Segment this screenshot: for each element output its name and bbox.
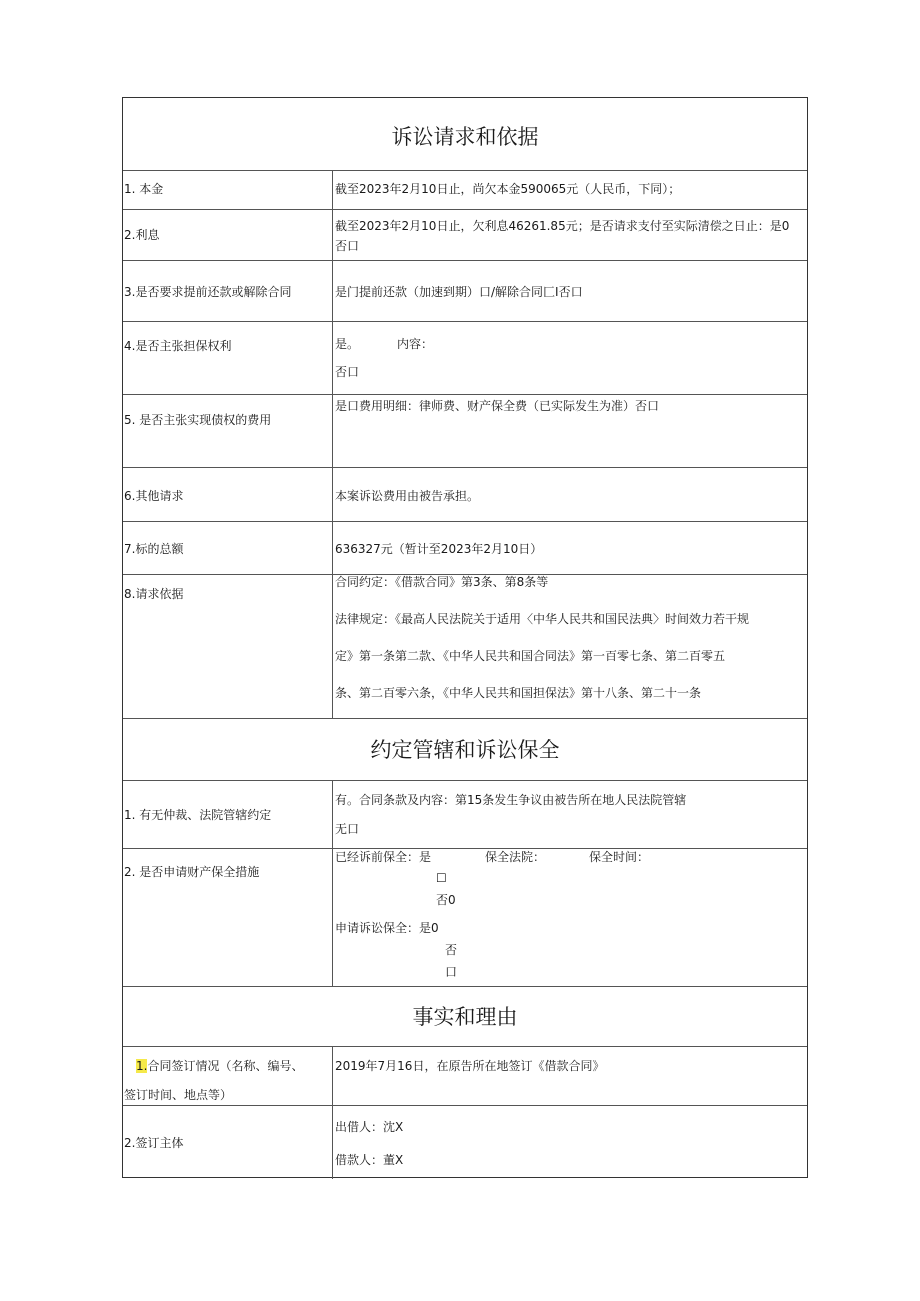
contract-signing-label-line1 bbox=[136, 1059, 303, 1073]
guarantee-row bbox=[123, 322, 807, 395]
preservation-row bbox=[123, 849, 807, 987]
arbitration-value-line1: 有。合同条款及内容：第15条发生争议由被告所在地人民法院管辖 bbox=[335, 793, 687, 807]
total-amount-label: 7.标的总额 bbox=[124, 542, 184, 556]
guarantee-label: 4.是否主张担保权利 bbox=[124, 339, 232, 353]
expenses-label: 5. 是否主张实现债权的费用 bbox=[124, 413, 272, 427]
pre-suit-checkbox-icon: ☐ bbox=[436, 871, 447, 885]
expenses-value: 是口费用明细：律师费、财产保全费（已实际发生为准）否口 bbox=[335, 399, 660, 413]
lender-value: 出借人：沈X bbox=[335, 1120, 404, 1134]
claims-section-header bbox=[123, 98, 807, 171]
principal-row bbox=[123, 171, 807, 210]
acceleration-label: 3.是否要求提前还款或解除合同 bbox=[124, 285, 292, 299]
arbitration-label: 1. 有无仲裁、法院管辖约定 bbox=[124, 808, 272, 822]
arbitration-row bbox=[123, 781, 807, 849]
basis-line3: 定》第一条第二款、《中华人民共和国合同法》第一百零七条、第二百零五 bbox=[335, 649, 726, 663]
other-claims-row bbox=[123, 468, 807, 522]
contract-signing-label-text: 合同签订情况（名称、编号、 bbox=[147, 1059, 304, 1073]
jurisdiction-section-header bbox=[123, 719, 807, 781]
basis-line1: 合同约定：《借款合同》第3条、第8条等 bbox=[335, 575, 549, 589]
interest-row bbox=[123, 210, 807, 261]
contract-signing-row bbox=[123, 1047, 807, 1106]
facts-section-title: 事实和理由 bbox=[412, 1005, 518, 1029]
claims-section-title: 诉讼请求和依据 bbox=[391, 125, 539, 149]
complaint-form-table bbox=[122, 97, 808, 1178]
total-amount-row bbox=[123, 522, 807, 575]
basis-row bbox=[123, 575, 807, 719]
principal-value: 截至2023年2月10日止，尚欠本金590065元（人民币，下同）； bbox=[335, 182, 681, 196]
signing-parties-row bbox=[123, 1106, 807, 1179]
contract-signing-value: 2019年7月16日，在原告所在地签订《借款合同》 bbox=[335, 1059, 605, 1073]
other-claims-label: 6.其他请求 bbox=[124, 489, 184, 503]
preservation-time-label: 保全时间： bbox=[589, 850, 650, 864]
litigation-preservation-label: 申请诉讼保全：是0 bbox=[335, 921, 439, 935]
signing-parties-label: 2.签订主体 bbox=[124, 1136, 184, 1150]
acceleration-row bbox=[123, 261, 807, 322]
borrower-value: 借款人：董X bbox=[335, 1153, 404, 1167]
interest-value-line2: 否口 bbox=[335, 239, 360, 253]
contract-signing-label-line2: 签订时间、地点等） bbox=[124, 1088, 233, 1102]
contract-signing-number-highlight: 1. bbox=[136, 1059, 148, 1073]
arbitration-value-line2: 无口 bbox=[335, 822, 360, 836]
acceleration-value: 是门提前还款（加速到期）口/解除合同匚I否口 bbox=[335, 285, 583, 299]
litigation-preservation-no: 否 bbox=[445, 943, 458, 957]
jurisdiction-section-title: 约定管辖和诉讼保全 bbox=[370, 738, 560, 762]
guarantee-yes: 是。 bbox=[335, 337, 360, 351]
basis-line2: 法律规定：《最高人民法院关于适用〈中华人民共和国民法典〉时间效力若干规 bbox=[335, 612, 750, 626]
preservation-label: 2. 是否申请财产保全措施 bbox=[124, 865, 260, 879]
preservation-court-label: 保全法院： bbox=[485, 850, 546, 864]
pre-suit-preservation-label: 已经诉前保全：是 bbox=[335, 850, 432, 864]
basis-label: 8.请求依据 bbox=[124, 587, 184, 601]
pre-suit-no: 否0 bbox=[436, 893, 456, 907]
facts-section-header bbox=[123, 987, 807, 1047]
total-amount-value: 636327元（暂计至2023年2月10日） bbox=[335, 542, 543, 556]
interest-label: 2.利息 bbox=[124, 228, 160, 242]
guarantee-no: 否口 bbox=[335, 365, 360, 379]
guarantee-content-label: 内容： bbox=[397, 337, 434, 351]
other-claims-value: 本案诉讼费用由被告承担。 bbox=[335, 489, 480, 503]
basis-line4: 条、第二百零六条，《中华人民共和国担保法》第十八条、第二十一条 bbox=[335, 686, 702, 700]
principal-label: 1. 本金 bbox=[124, 182, 164, 196]
interest-value-line1: 截至2023年2月10日止，欠利息46261.85元；是否请求支付至实际清偿之日止：是0 bbox=[335, 219, 790, 233]
expenses-row bbox=[123, 395, 807, 468]
litigation-preservation-checkbox-icon: 口 bbox=[445, 965, 458, 979]
